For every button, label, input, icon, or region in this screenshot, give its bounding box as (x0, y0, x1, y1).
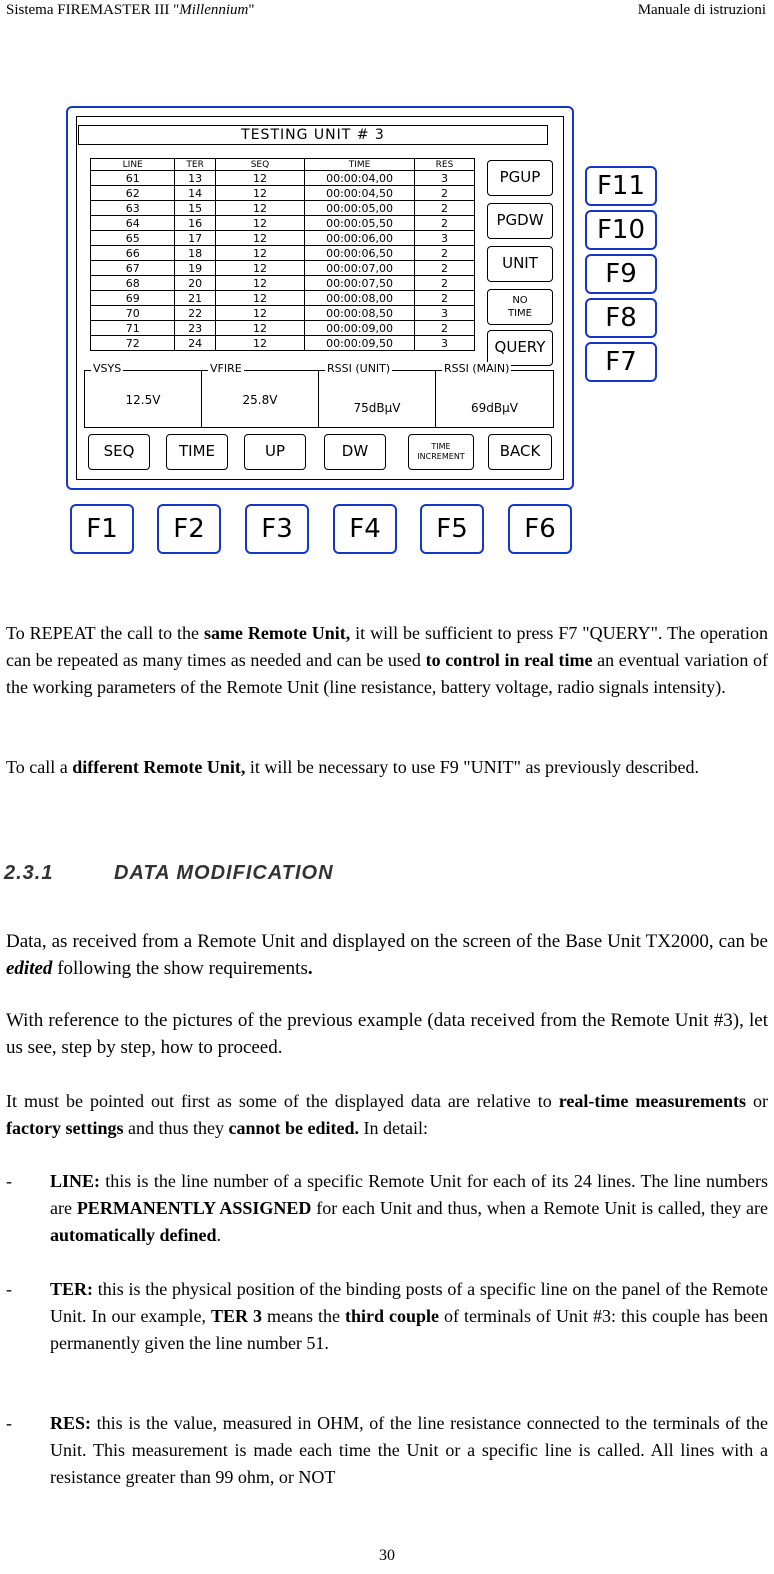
f9-key[interactable]: F9 (585, 254, 657, 294)
f4-key[interactable]: F4 (333, 504, 397, 554)
table-cell: 12 (215, 321, 304, 336)
table-cell: 2 (415, 186, 475, 201)
table-cell: 72 (91, 336, 175, 351)
f8-key[interactable]: F8 (585, 298, 657, 338)
seq-button[interactable]: SEQ (88, 434, 150, 470)
section-number: 2.3.1 (4, 862, 54, 884)
table-cell: 23 (175, 321, 215, 336)
table-cell: 63 (91, 201, 175, 216)
table-cell: 00:00:08,00 (305, 291, 415, 306)
time-increment-line-2: INCREMENT (417, 452, 465, 461)
f6-key[interactable]: F6 (508, 504, 572, 554)
paragraph-different-unit: To call a different Remote Unit, it will be necessary to use F9 "UNIT" as previously described. (6, 757, 699, 777)
table-cell: 2 (415, 261, 475, 276)
table-cell: 71 (91, 321, 175, 336)
table-row (91, 261, 475, 276)
vsys-cell (85, 362, 202, 427)
table-cell: 12 (215, 216, 304, 231)
rssi-main-value: 69dBμV (471, 401, 518, 415)
measures-panel (84, 362, 554, 428)
col-res: RES (415, 159, 475, 171)
table-cell: 12 (215, 201, 304, 216)
table-row (91, 216, 475, 231)
section-title: DATA MODIFICATION (114, 862, 334, 884)
bullet-line: - LINE: this is the line number of a specific Remote Unit for each of its 24 lines. The line numbers are PERMANENTLY ASSIGNED for each Unit and thus, when a Remote Unit is called, they are automatically defined. (6, 1168, 768, 1249)
time-increment-button[interactable] (408, 434, 474, 470)
col-seq: SEQ (215, 159, 304, 171)
no-time-line-1: NO (512, 295, 528, 306)
table-cell: 24 (175, 336, 215, 351)
f1-key[interactable]: F1 (70, 504, 134, 554)
table-cell: 3 (415, 231, 475, 246)
paragraph-cannot-edit: It must be pointed out first as some of the displayed data are relative to real-time measurements or factory settings and thus they cannot be edited. In detail: (6, 1091, 768, 1138)
dw-button[interactable]: DW (324, 434, 386, 470)
table-cell: 00:00:09,00 (305, 321, 415, 336)
vfire-value: 25.8V (242, 393, 278, 407)
table-cell: 2 (415, 276, 475, 291)
bullet-ter: - TER: this is the physical position of the binding posts of a specific line on the panel of the Remote Unit. In our example, TER 3 means the third couple of terminals of Unit #3: this couple has been permanently given the line number 51. (6, 1276, 768, 1357)
table-cell: 00:00:09,50 (305, 336, 415, 351)
bullet-dash: - (6, 1413, 12, 1433)
f7-key[interactable]: F7 (585, 342, 657, 382)
bullet-dash: - (6, 1171, 12, 1191)
table-cell: 12 (215, 276, 304, 291)
rssi-main-label: RSSI (MAIN) (444, 362, 510, 375)
table-cell: 21 (175, 291, 215, 306)
table-cell: 12 (215, 306, 304, 321)
f3-key[interactable]: F3 (245, 504, 309, 554)
time-button[interactable]: TIME (166, 434, 228, 470)
table-cell: 61 (91, 171, 175, 186)
table-cell: 2 (415, 201, 475, 216)
page-number: 30 (379, 1547, 395, 1564)
table-row (91, 186, 475, 201)
f10-key[interactable]: F10 (585, 210, 657, 250)
f11-key[interactable]: F11 (585, 166, 657, 206)
bullet-res: - RES: this is the value, measured in OHM, of the line resistance connected to the terminals of the Unit. This measurement is made each time the Unit or a specific line is called. All lines with a resistance greater than 99 ohm, or NOT (6, 1410, 768, 1491)
table-cell: 66 (91, 246, 175, 261)
table-cell: 13 (175, 171, 215, 186)
table-cell: 16 (175, 216, 215, 231)
table-cell: 00:00:06,50 (305, 246, 415, 261)
table-cell: 15 (175, 201, 215, 216)
unit-button[interactable]: UNIT (487, 246, 553, 282)
rssi-unit-cell (319, 362, 436, 427)
table-cell: 68 (91, 276, 175, 291)
paragraph-repeat-call: To REPEAT the call to the same Remote Unit, it will be sufficient to press F7 "QUERY". The operation can be repeated as many times as needed and can be used to control in real time an eventual variation of the working parameters of the Remote Unit (line resistance, battery voltage, radio signals intensity). (6, 623, 768, 697)
table-cell: 62 (91, 186, 175, 201)
table-row (91, 171, 475, 186)
f2-key[interactable]: F2 (157, 504, 221, 554)
device-panel (66, 106, 574, 490)
table-row (91, 246, 475, 261)
no-time-line-2: TIME (507, 308, 532, 319)
vfire-cell (202, 362, 319, 427)
table-cell: 2 (415, 246, 475, 261)
table-cell: 3 (415, 306, 475, 321)
query-button[interactable]: QUERY (487, 330, 553, 366)
table-cell: 3 (415, 171, 475, 186)
table-row (91, 321, 475, 336)
table-row (91, 276, 475, 291)
rssi-main-cell (436, 362, 553, 427)
table-cell: 00:00:07,50 (305, 276, 415, 291)
section-heading (4, 862, 334, 885)
table-cell: 17 (175, 231, 215, 246)
table-row (91, 306, 475, 321)
running-header-left: Sistema FIREMASTER III "Millennium" (6, 2, 255, 18)
table-cell: 00:00:05,50 (305, 216, 415, 231)
paragraph-data-edited: Data, as received from a Remote Unit and displayed on the screen of the Base Unit TX2000, can be edited following the show requirements. (6, 931, 768, 979)
table-cell: 69 (91, 291, 175, 306)
paragraph-reference: With reference to the pictures of the previous example (data received from the Remote Unit #3), let us see, step by step, how to proceed. (6, 1010, 768, 1058)
table-cell: 20 (175, 276, 215, 291)
vsys-value: 12.5V (125, 393, 161, 407)
no-time-button[interactable] (487, 289, 553, 325)
table-cell: 2 (415, 321, 475, 336)
table-cell: 12 (215, 231, 304, 246)
bullet-dash: - (6, 1279, 12, 1299)
screen-title: TESTING UNIT # 3 (78, 125, 548, 145)
table-cell: 00:00:04,50 (305, 186, 415, 201)
col-line: LINE (91, 159, 175, 171)
table-cell: 12 (215, 186, 304, 201)
pgdw-button[interactable]: PGDW (487, 203, 553, 239)
table-cell: 67 (91, 261, 175, 276)
table-cell: 64 (91, 216, 175, 231)
table-row (91, 291, 475, 306)
table-cell: 00:00:05,00 (305, 201, 415, 216)
table-cell: 14 (175, 186, 215, 201)
table-cell: 12 (215, 291, 304, 306)
table-cell: 18 (175, 246, 215, 261)
time-increment-line-1: TIME (431, 442, 451, 451)
col-ter: TER (175, 159, 215, 171)
table-row (91, 201, 475, 216)
running-header-right: Manuale di istruzioni (637, 2, 766, 18)
pgup-button[interactable]: PGUP (487, 160, 553, 196)
testing-table (90, 158, 475, 351)
table-cell: 00:00:08,50 (305, 306, 415, 321)
table-cell: 12 (215, 336, 304, 351)
table-cell: 00:00:07,00 (305, 261, 415, 276)
table-cell: 3 (415, 336, 475, 351)
table-cell: 00:00:04,00 (305, 171, 415, 186)
back-button[interactable]: BACK (488, 434, 552, 470)
table-cell: 00:00:06,00 (305, 231, 415, 246)
vfire-label: VFIRE (210, 362, 242, 375)
table-cell: 12 (215, 246, 304, 261)
table-cell: 2 (415, 216, 475, 231)
col-time: TIME (305, 159, 415, 171)
table-cell: 19 (175, 261, 215, 276)
rssi-unit-value: 75dBμV (353, 401, 401, 415)
table-row (91, 336, 475, 351)
table-cell: 65 (91, 231, 175, 246)
f5-key[interactable]: F5 (420, 504, 484, 554)
table-row (91, 231, 475, 246)
vsys-label: VSYS (93, 362, 122, 375)
table-cell: 12 (215, 261, 304, 276)
table-cell: 2 (415, 291, 475, 306)
table-cell: 22 (175, 306, 215, 321)
rssi-unit-label: RSSI (UNIT) (327, 362, 391, 375)
up-button[interactable]: UP (244, 434, 306, 470)
table-cell: 12 (215, 171, 304, 186)
table-cell: 70 (91, 306, 175, 321)
